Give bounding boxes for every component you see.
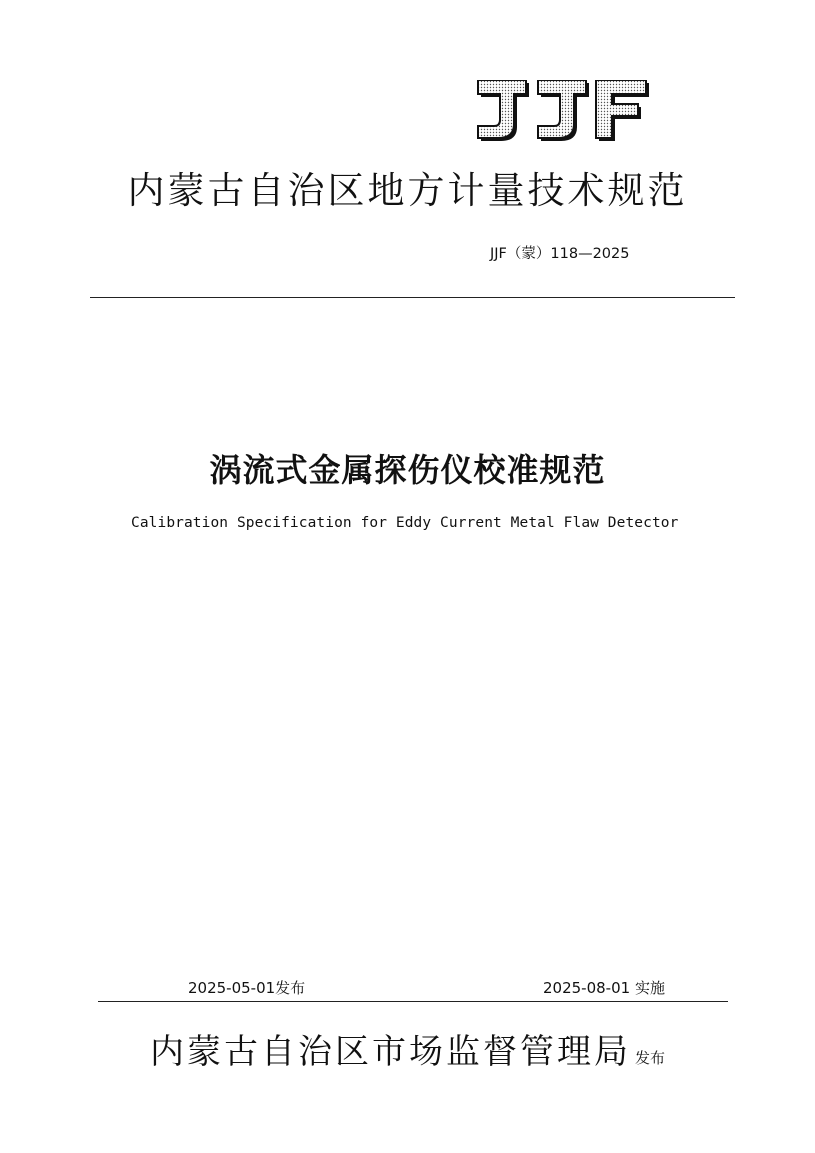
- standard-number: JJF（蒙）118—2025: [490, 246, 630, 262]
- document-title-english: Calibration Specification for Eddy Current Metal Flaw Detector: [131, 515, 679, 531]
- issuer-row: [0, 1024, 815, 1073]
- document-title-chinese: 涡流式金属探伤仪校准规范: [209, 451, 606, 489]
- issuer-name: 内蒙古自治区市场监督管理局: [149, 1032, 631, 1072]
- footer-divider: [98, 1001, 728, 1002]
- jjf-logo: [474, 80, 650, 142]
- effective-date: 2025-08-01 实施: [543, 979, 665, 997]
- issuer-suffix: 发布: [634, 1049, 665, 1067]
- agency-title: 内蒙古自治区地方计量技术规范: [127, 169, 688, 212]
- issue-date: 2025-05-01发布: [188, 979, 306, 997]
- header-divider: [90, 297, 735, 298]
